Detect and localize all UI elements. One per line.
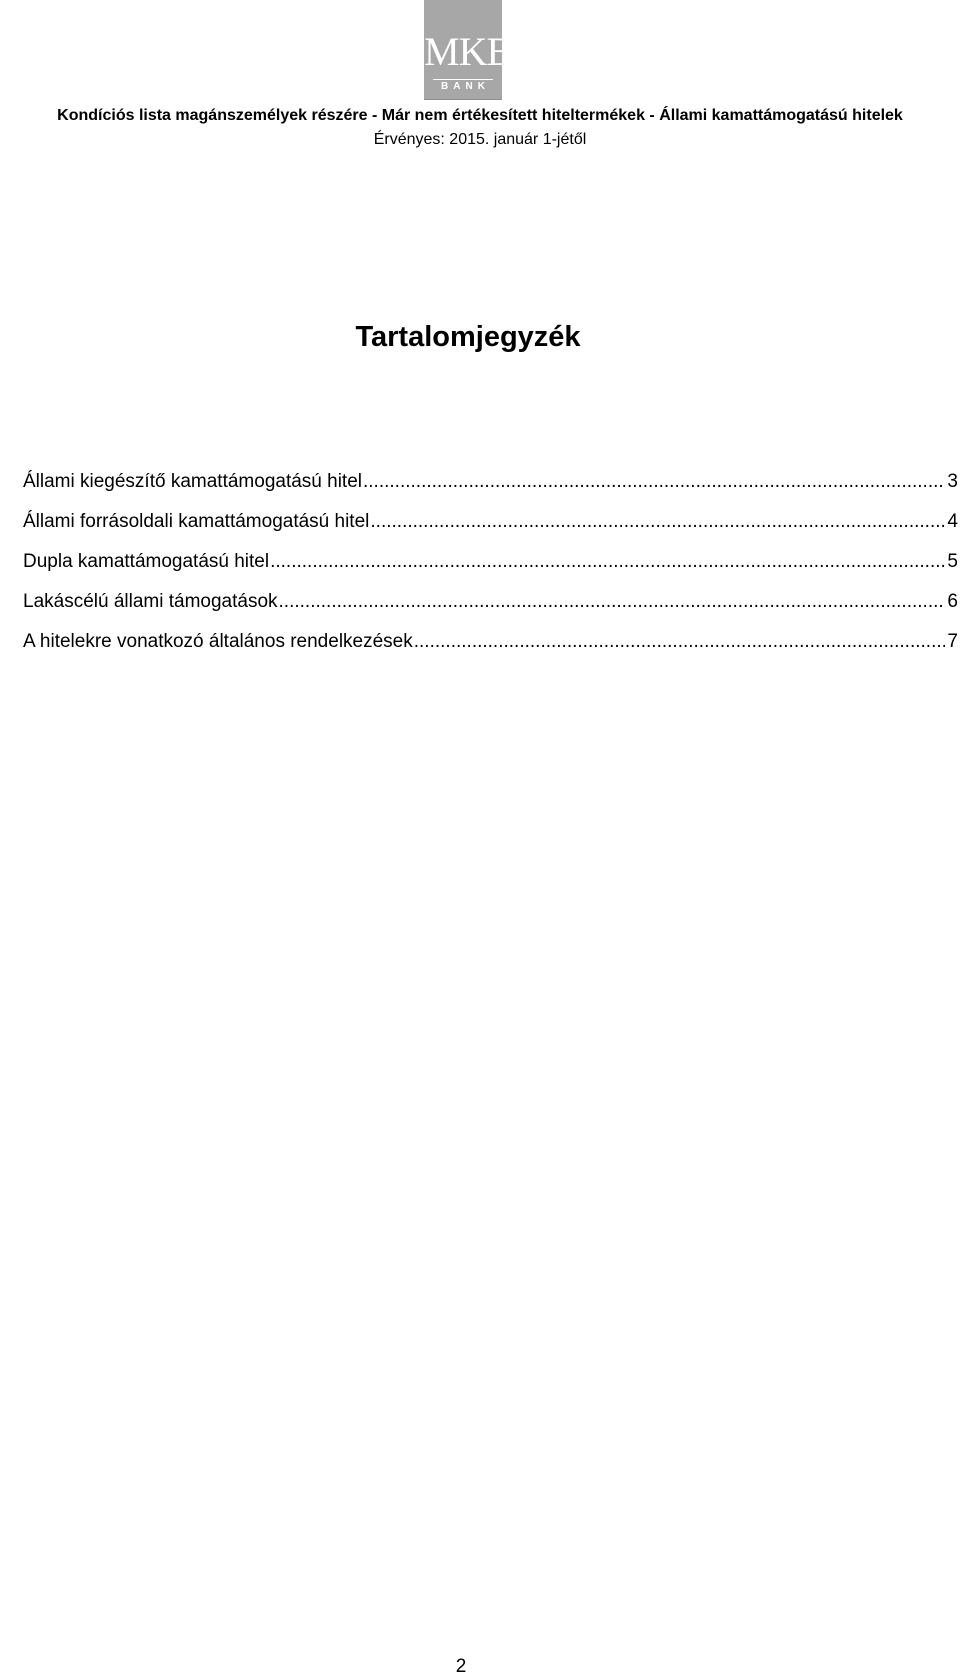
document-title: Kondíciós lista magánszemélyek részére - Már nem értékesített hiteltermékek - Állami kamattámogatású hitelek xyxy=(57,107,903,124)
toc-entry-label: A hitelekre vonatkozó általános rendelkezések xyxy=(23,631,413,652)
toc-entry-page: 7 xyxy=(947,631,958,652)
toc-entry-page: 6 xyxy=(947,591,958,612)
validity-date: Érvényes: 2015. január 1-jétől xyxy=(373,131,587,148)
logo-subtitle: BANK xyxy=(441,81,490,92)
toc-entry-label: Állami forrásoldali kamattámogatású hitel xyxy=(23,511,370,532)
toc-entry[interactable] xyxy=(23,550,958,590)
toc-entry-page: 3 xyxy=(947,471,958,492)
toc-dot-leader xyxy=(370,510,945,534)
toc-entry-page: 5 xyxy=(947,551,958,572)
toc-dot-leader xyxy=(279,590,946,614)
toc-entry-label: Állami kiegészítő kamattámogatású hitel xyxy=(23,471,362,492)
toc-entry[interactable] xyxy=(23,590,958,630)
logo-divider xyxy=(433,79,493,80)
toc-entry[interactable] xyxy=(23,470,958,510)
toc-dot-leader xyxy=(414,630,946,654)
toc-heading: Tartalomjegyzék xyxy=(355,321,581,353)
toc-entry[interactable] xyxy=(23,630,958,670)
toc-dot-leader xyxy=(270,550,945,574)
logo-letters: MKB xyxy=(424,29,513,74)
page-number: 2 xyxy=(455,1656,467,1677)
table-of-contents xyxy=(23,470,958,670)
toc-entry[interactable] xyxy=(23,510,958,550)
toc-entry-label: Dupla kamattámogatású hitel xyxy=(23,551,270,572)
toc-entry-page: 4 xyxy=(947,511,958,532)
toc-entry-label: Lakáscélú állami támogatások xyxy=(23,591,278,612)
toc-dot-leader xyxy=(363,470,945,494)
mkb-bank-logo xyxy=(424,0,513,100)
